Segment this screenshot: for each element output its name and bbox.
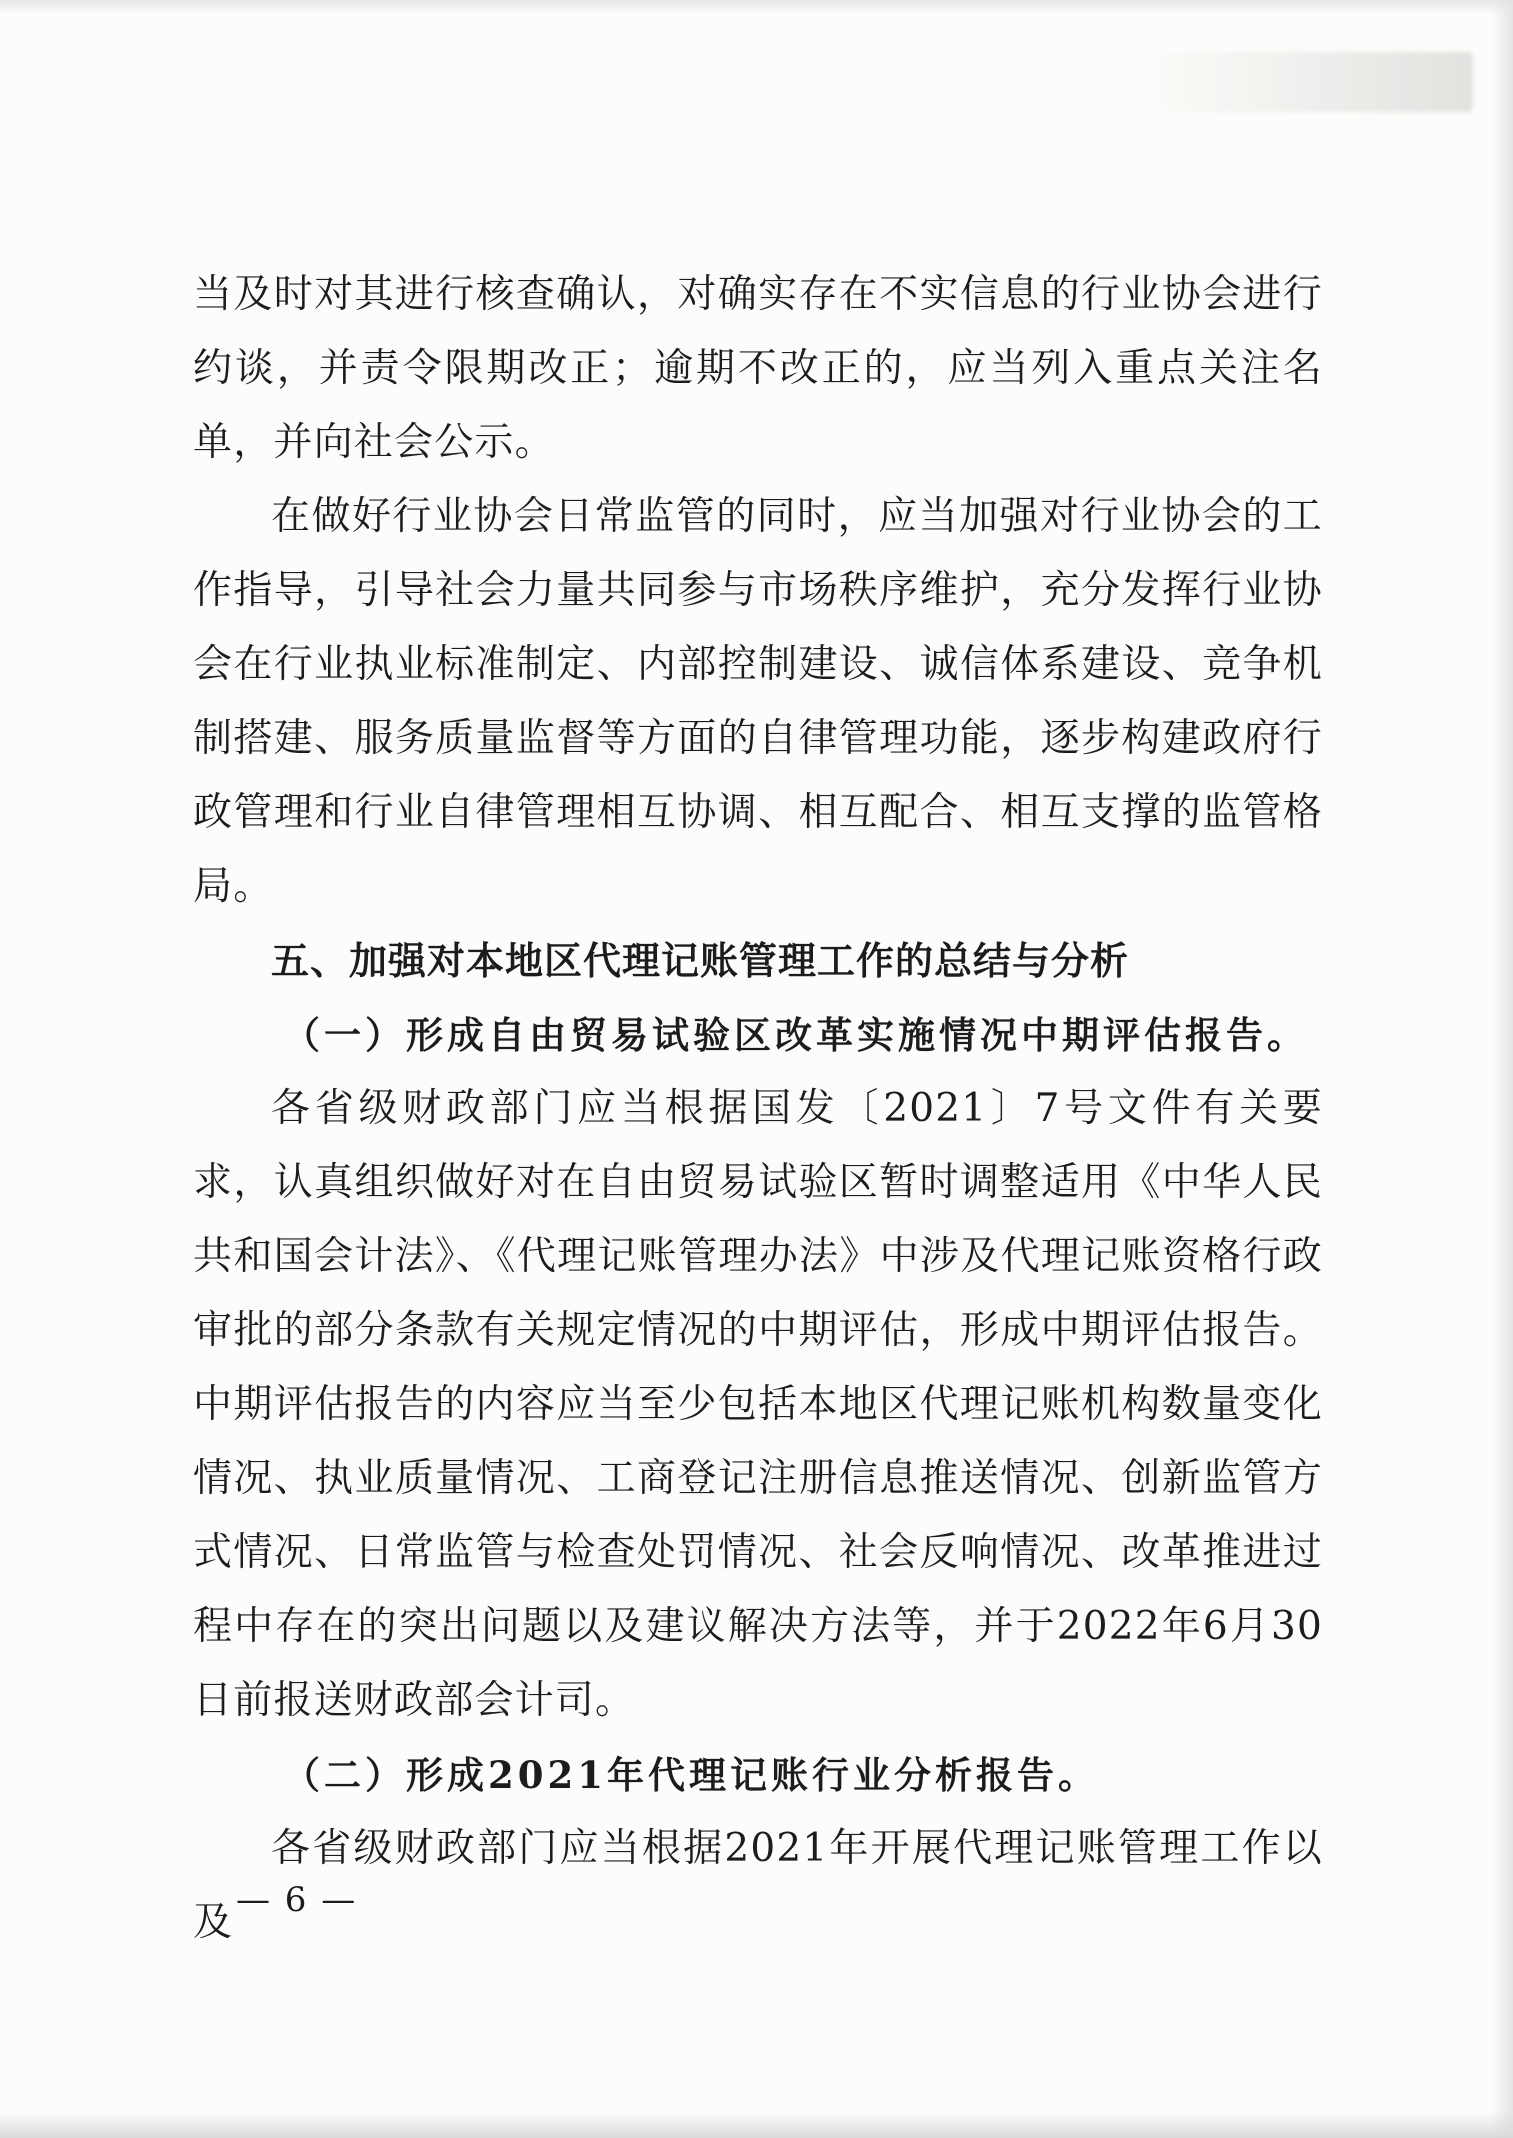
scan-right-edge [1491,0,1513,2138]
subsection-heading-1: （一）形成自由贸易试验区改革实施情况中期评估报告。 [283,1013,1308,1057]
subsection-heading-2: （二）形成2021年代理记账行业分析报告。 [283,1753,1099,1797]
body-paragraph: 各省级财政部门应当根据2021年开展代理记账管理工作以及 [193,1826,1323,1945]
page-number: — 6 — [236,1880,358,1920]
scan-artifact [1143,52,1473,112]
continuation-paragraph: 当及时对其进行核查确认，对确实存在不实信息的行业协会进行约谈，并责令限期改正；逾期不改正的，应当列入重点关注名单，并向社会公示。 [193,272,1323,465]
section-heading: 五、加强对本地区代理记账管理工作的总结与分析 [271,939,1130,983]
document-body [193,258,1323,1960]
scan-bottom-edge [0,2112,1513,2138]
scan-top-edge [0,0,1513,14]
body-paragraph: 在做好行业协会日常监管的同时，应当加强对行业协会的工作指导，引导社会力量共同参与市场秩序维护，充分发挥行业协会在行业执业标准制定、内部控制建设、诚信体系建设、竞争机制搭建、服务质量监督等方面的自律管理功能，逐步构建政府行政管理和行业自律管理相互协调、相互配合、相互支撑的监管格局。 [193,494,1323,909]
body-paragraph: 各省级财政部门应当根据国发〔2021〕7号文件有关要求，认真组织做好对在自由贸易试验区暂时调整适用《中华人民共和国会计法》、《代理记账管理办法》中涉及代理记账资格行政审批的部分条款有关规定情况的中期评估，形成中期评估报告。中期评估报告的内容应当至少包括本地区代理记账机构数量变化情况、执业质量情况、工商登记注册信息推送情况、创新监管方式情况、日常监管与检查处罚情况、社会反响情况、改革推进过程中存在的突出问题以及建议解决方法等，并于2022年6月30日前报送财政部会计司。 [193,1086,1323,1723]
